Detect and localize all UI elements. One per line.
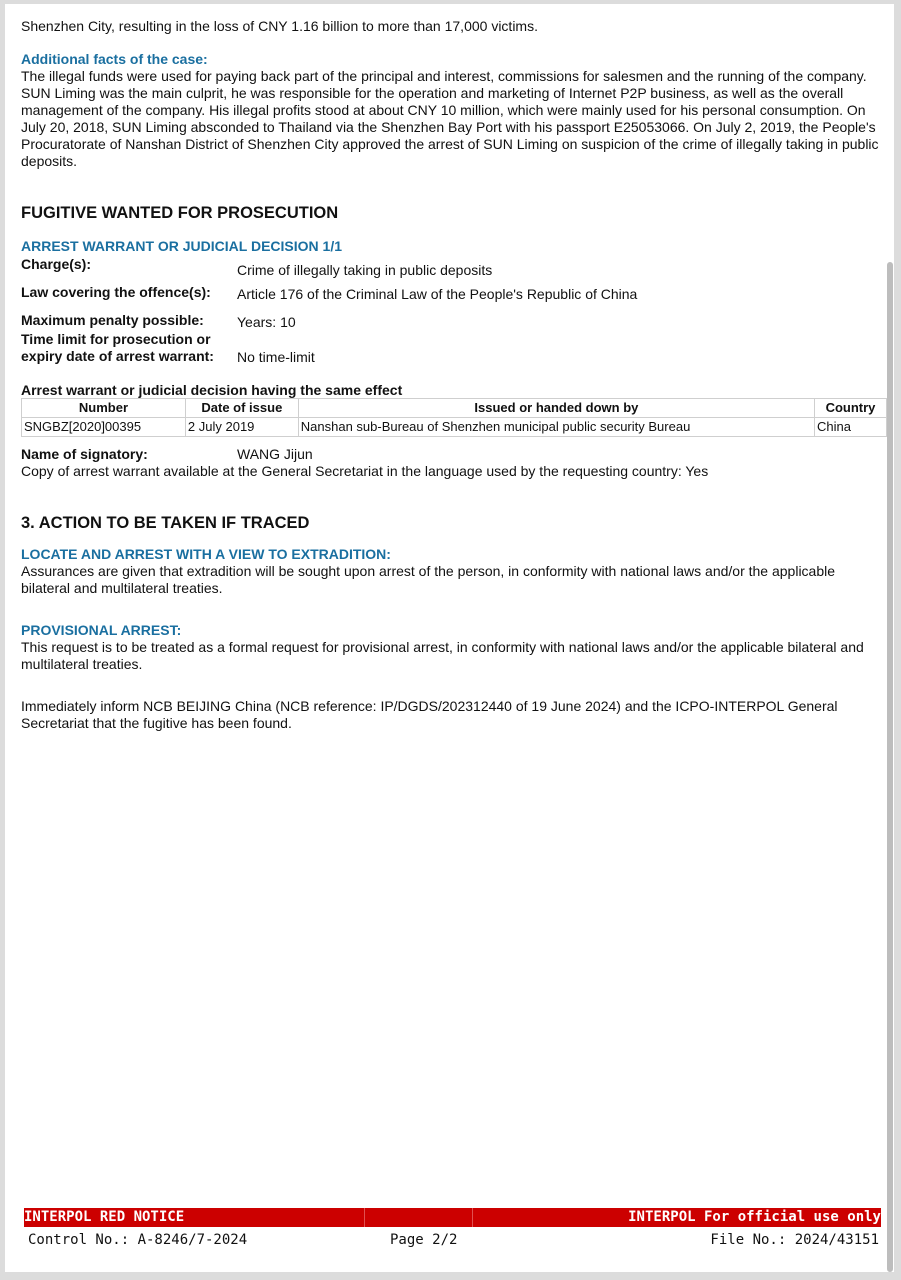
field-value: No time-limit bbox=[237, 349, 315, 365]
file-number: File No.: 2024/43151 bbox=[710, 1232, 879, 1248]
inform-instructions: Immediately inform NCB BEIJING China (NCB reference: IP/DGDS/202312440 of 19 June 2024) and the ICPO-INTERPOL General Secretariat that the fugitive has been found. bbox=[21, 698, 838, 731]
arrest-warrant-subheading: ARREST WARRANT OR JUDICIAL DECISION 1/1 bbox=[21, 238, 342, 254]
banner-divider bbox=[364, 1208, 365, 1227]
field-label: Law covering the offence(s): bbox=[21, 284, 211, 300]
intro-text: Shenzhen City, resulting in the loss of CNY 1.16 billion to more than 17,000 victims. bbox=[21, 18, 538, 34]
field-label: Maximum penalty possible: bbox=[21, 312, 204, 328]
red-notice-banner bbox=[24, 1208, 881, 1227]
warrant-table-caption: Arrest warrant or judicial decision having the same effect bbox=[21, 382, 403, 398]
provisional-arrest-heading: PROVISIONAL ARREST: bbox=[21, 622, 182, 638]
warrant-table bbox=[21, 398, 887, 437]
additional-facts-text: The illegal funds were used for paying back part of the principal and interest, commissions for salesmen and the running of the company. SUN Liming was the main culprit, he was responsible for the operation and marketing of Internet P2P business, as well as the overall management of the company. His illegal profits stood at about CNY 10 million, which were mainly used for his personal consumption. On July 20, 2018, SUN Liming absconded to Thailand via the Shenzhen Bay Port with his passport E25053066. On July 2, 2019, the People's Procuratorate of Nanshan District of Shenzhen City approved the arrest of SUN Liming on suspicion of the crime of illegally taking in public deposits. bbox=[21, 68, 879, 169]
column-header: Date of issue bbox=[185, 399, 298, 418]
field-label: Charge(s): bbox=[21, 256, 92, 272]
field-label: Name of signatory: bbox=[21, 446, 148, 462]
fugitive-section-title: FUGITIVE WANTED FOR PROSECUTION bbox=[21, 204, 339, 222]
banner-divider bbox=[472, 1208, 473, 1227]
vertical-scrollbar[interactable] bbox=[887, 262, 893, 1272]
column-header: Number bbox=[22, 399, 186, 418]
page-footer bbox=[24, 1208, 881, 1252]
provisional-arrest-text: This request is to be treated as a formal request for provisional arrest, in conformity with national laws and/or the applicable bilateral and multilateral treaties. bbox=[21, 639, 864, 672]
field-value: Crime of illegally taking in public deposits bbox=[237, 262, 493, 278]
field-value: Article 176 of the Criminal Law of the People's Republic of China bbox=[237, 286, 638, 302]
control-number: Control No.: A-8246/7-2024 bbox=[28, 1232, 248, 1248]
document-page bbox=[5, 4, 894, 1272]
table-cell: China bbox=[815, 418, 887, 437]
action-section-title: 3. ACTION TO BE TAKEN IF TRACED bbox=[21, 514, 310, 532]
field-value: WANG Jijun bbox=[237, 446, 313, 462]
copy-of-warrant-note: Copy of arrest warrant available at the General Secretariat in the language used by the requesting country: Yes bbox=[21, 463, 709, 479]
table-cell: SNGBZ[2020]00395 bbox=[22, 418, 186, 437]
locate-arrest-heading: LOCATE AND ARREST WITH A VIEW TO EXTRADITION: bbox=[21, 546, 391, 562]
table-row bbox=[22, 418, 887, 437]
official-use-label: INTERPOL For official use only bbox=[628, 1209, 881, 1225]
page-number: Page 2/2 bbox=[390, 1232, 458, 1248]
field-label-line2: expiry date of arrest warrant: bbox=[21, 348, 214, 364]
red-notice-title: INTERPOL RED NOTICE bbox=[24, 1209, 185, 1225]
table-cell: 2 July 2019 bbox=[185, 418, 298, 437]
additional-facts-heading: Additional facts of the case: bbox=[21, 51, 208, 67]
table-header-row bbox=[22, 399, 887, 418]
table-cell: Nanshan sub-Bureau of Shenzhen municipal public security Bureau bbox=[298, 418, 814, 437]
field-value: Years: 10 bbox=[237, 314, 296, 330]
field-label: Time limit for prosecution or bbox=[21, 331, 211, 347]
column-header: Country bbox=[815, 399, 887, 418]
column-header: Issued or handed down by bbox=[298, 399, 814, 418]
locate-arrest-text: Assurances are given that extradition will be sought upon arrest of the person, in conformity with national laws and/or the applicable bilateral and multilateral treaties. bbox=[21, 563, 836, 596]
